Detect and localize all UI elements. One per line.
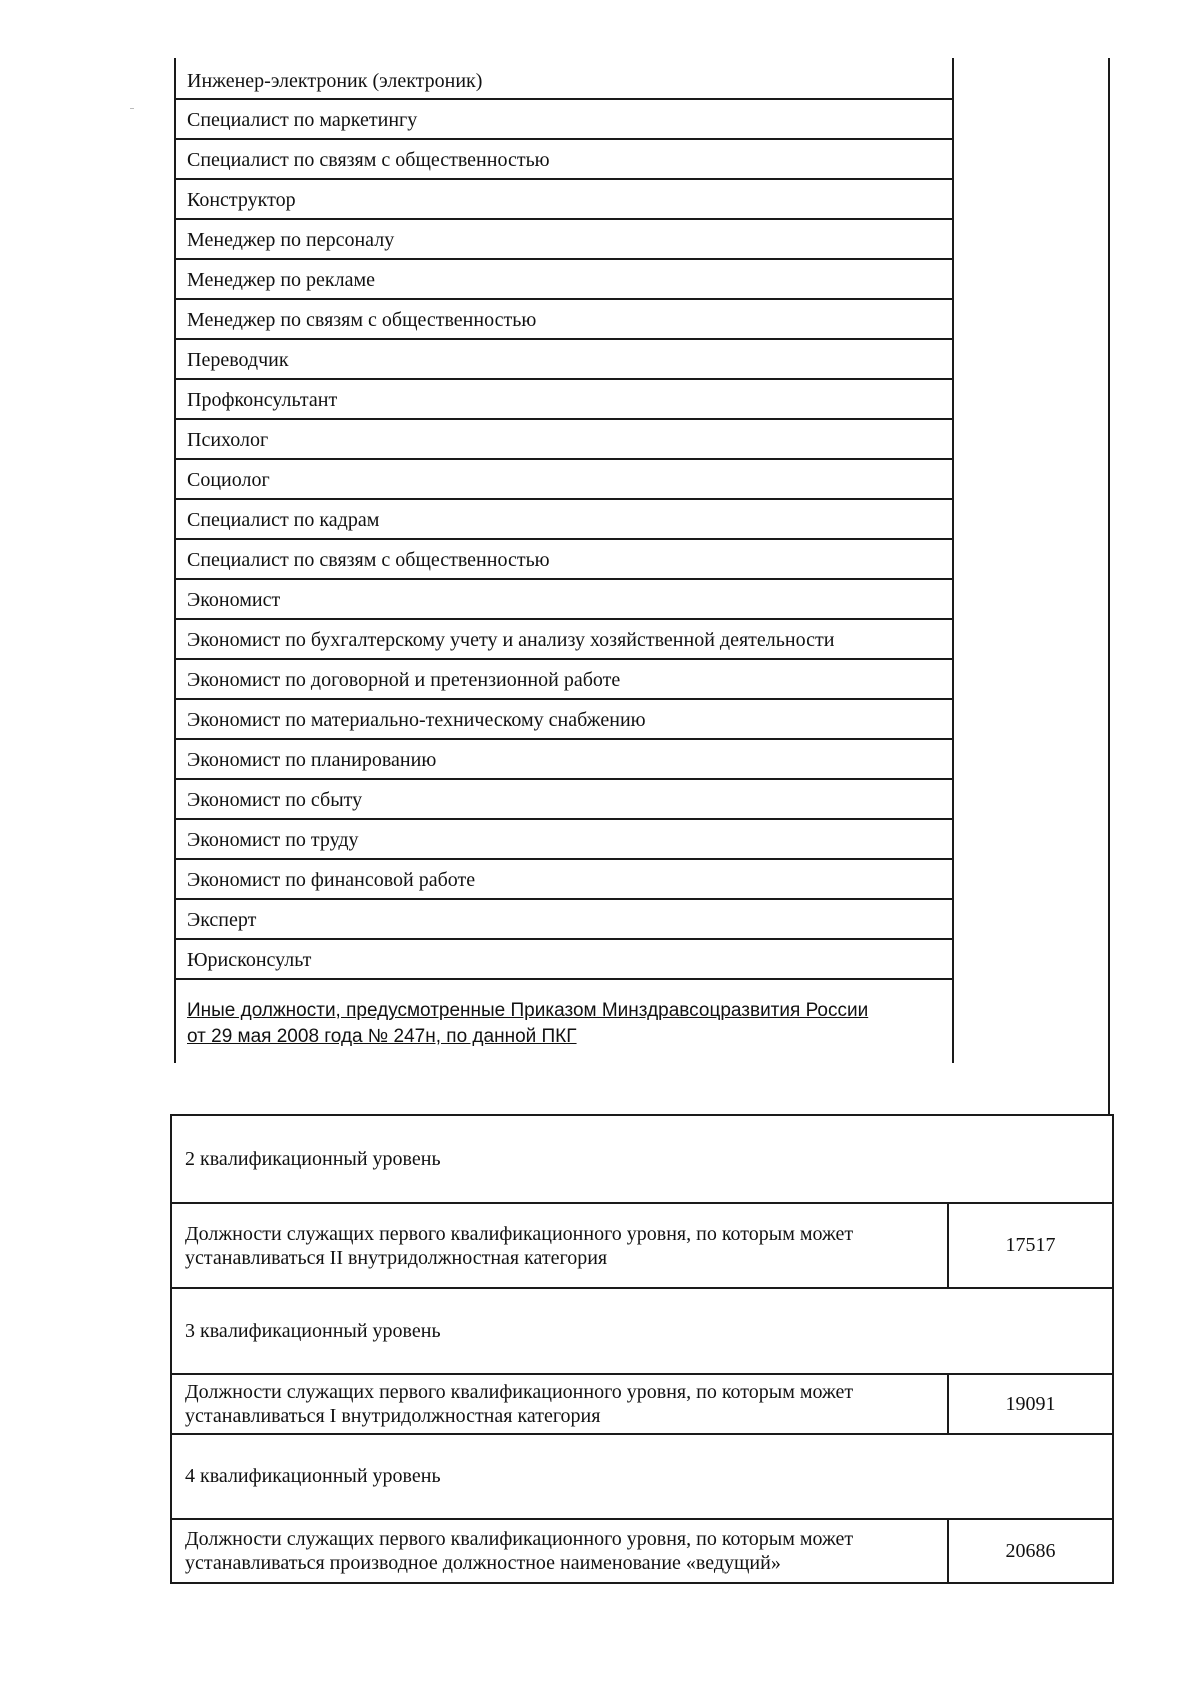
salary-value: 19091 <box>1005 1392 1056 1415</box>
position-row: Экономист по бухгалтерскому учету и анализу хозяйственной деятельности <box>176 620 952 660</box>
level-description <box>172 1520 949 1582</box>
position-row: Эксперт <box>176 900 952 940</box>
salary-value: 20686 <box>1005 1539 1056 1562</box>
position-row: Экономист по финансовой работе <box>176 860 952 900</box>
position-row: Переводчик <box>176 340 952 380</box>
level-description-line-1: Должности служащих первого квалификационного уровня, по которым может <box>185 1381 854 1403</box>
level-row <box>172 1373 1112 1433</box>
level-description-line-2: устанавливаться производное должностное наименование «ведущий» <box>185 1552 781 1574</box>
position-row: Юрисконсульт <box>176 940 952 980</box>
position-row: Профконсультант <box>176 380 952 420</box>
scan-speck <box>130 108 134 109</box>
level-row <box>172 1518 1112 1582</box>
other-positions-line-2: от 29 мая 2008 года № 247н, по данной ПКГ <box>187 1026 577 1047</box>
position-row: Менеджер по связям с общественностью <box>176 300 952 340</box>
level-row <box>172 1202 1112 1287</box>
positions-list <box>174 58 954 1063</box>
position-row: Менеджер по персоналу <box>176 220 952 260</box>
level-heading: 2 квалификационный уровень <box>172 1114 1112 1202</box>
level-description <box>172 1204 949 1287</box>
position-row: Экономист по материально-техническому снабжению <box>176 700 952 740</box>
level-description-line-2: устанавливаться I внутридолжностная категория <box>185 1405 601 1427</box>
position-row: Специалист по связям с общественностью <box>176 140 952 180</box>
position-row: Экономист <box>176 580 952 620</box>
level-description-line-2: устанавливаться II внутридолжностная категория <box>185 1246 608 1269</box>
position-row: Конструктор <box>176 180 952 220</box>
qualification-levels-table <box>170 1114 1114 1584</box>
position-row: Инженер-электроник (электроник) <box>176 58 952 100</box>
position-row: Социолог <box>176 460 952 500</box>
level-heading: 3 квалификационный уровень <box>172 1287 1112 1373</box>
position-row: Менеджер по рекламе <box>176 260 952 300</box>
position-row: Психолог <box>176 420 952 460</box>
position-row: Экономист по планированию <box>176 740 952 780</box>
position-row: Специалист по связям с общественностью <box>176 540 952 580</box>
level-description-line-1: Должности служащих первого квалификационного уровня, по которым может <box>185 1528 854 1550</box>
position-row: Экономист по труду <box>176 820 952 860</box>
position-row: Специалист по маркетингу <box>176 100 952 140</box>
level-heading: 4 квалификационный уровень <box>172 1433 1112 1518</box>
position-row: Экономист по договорной и претензионной работе <box>176 660 952 700</box>
other-positions-line-1: Иные должности, предусмотренные Приказом Минздравсоцразвития России <box>187 1000 869 1021</box>
level-description <box>172 1375 949 1433</box>
position-row: Экономист по сбыту <box>176 780 952 820</box>
salary-value: 17517 <box>1005 1234 1056 1256</box>
other-positions-note <box>176 980 952 1063</box>
level-description-line-1: Должности служащих первого квалификационного уровня, по которым может <box>185 1222 854 1245</box>
position-row: Специалист по кадрам <box>176 500 952 540</box>
table-right-border <box>1108 58 1110 1116</box>
